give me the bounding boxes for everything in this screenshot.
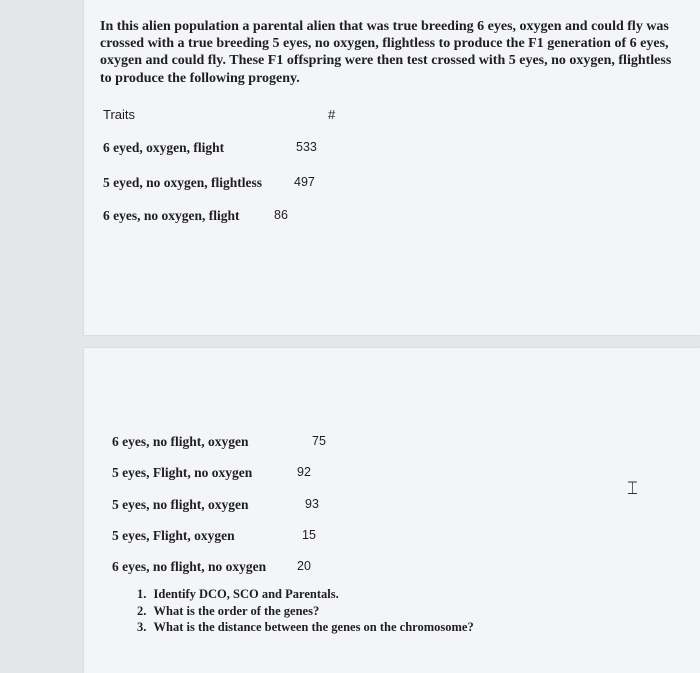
trait-row-7: 5 eyes, Flight, oxygen [112,528,235,543]
count-row-1: 533 [296,140,317,154]
trait-row-4: 6 eyes, no flight, oxygen [112,434,249,449]
count-header: # [328,107,336,122]
count-row-4: 75 [312,434,326,448]
question-text: Identify DCO, SCO and Parentals. [153,587,339,601]
trait-row-8: 6 eyes, no flight, no oxygen [112,559,267,574]
problem-intro: In this alien population a parental alien that was true breeding 6 eyes, oxygen and could fly was crossed with a true breeding 5 eyes, no oxygen, flightless to produce the F1 generation of 6 eyes, oxygen and could fly. These F1 offspring were then test crossed with 5 eyes, no oxygen, flightless to produce the following progeny. [100,19,672,86]
question-text: What is the order of the genes? [153,604,320,618]
count-row-2: 497 [294,175,315,189]
question-1 [137,587,339,602]
count-row-5: 92 [297,465,311,479]
page-2 [84,348,700,673]
question-3 [137,620,474,635]
text-cursor-icon: ⌶ [627,478,638,499]
count-row-3: 86 [274,208,288,222]
question-number: 2. [137,604,147,618]
trait-row-3: 6 eyes, no oxygen, flight [103,208,240,223]
count-row-7: 15 [302,528,316,542]
page-1 [84,0,700,335]
question-number: 3. [137,620,147,634]
trait-row-1: 6 eyed, oxygen, flight [103,140,225,155]
traits-header: Traits [103,107,136,122]
question-2 [137,604,319,619]
trait-row-6: 5 eyes, no flight, oxygen [112,497,249,512]
trait-row-5: 5 eyes, Flight, no oxygen [112,465,253,480]
trait-row-2: 5 eyed, no oxygen, flightless [103,175,263,190]
count-row-8: 20 [297,559,311,573]
question-number: 1. [137,587,147,601]
question-text: What is the distance between the genes on the chromosome? [153,620,474,634]
count-row-6: 93 [305,497,319,511]
